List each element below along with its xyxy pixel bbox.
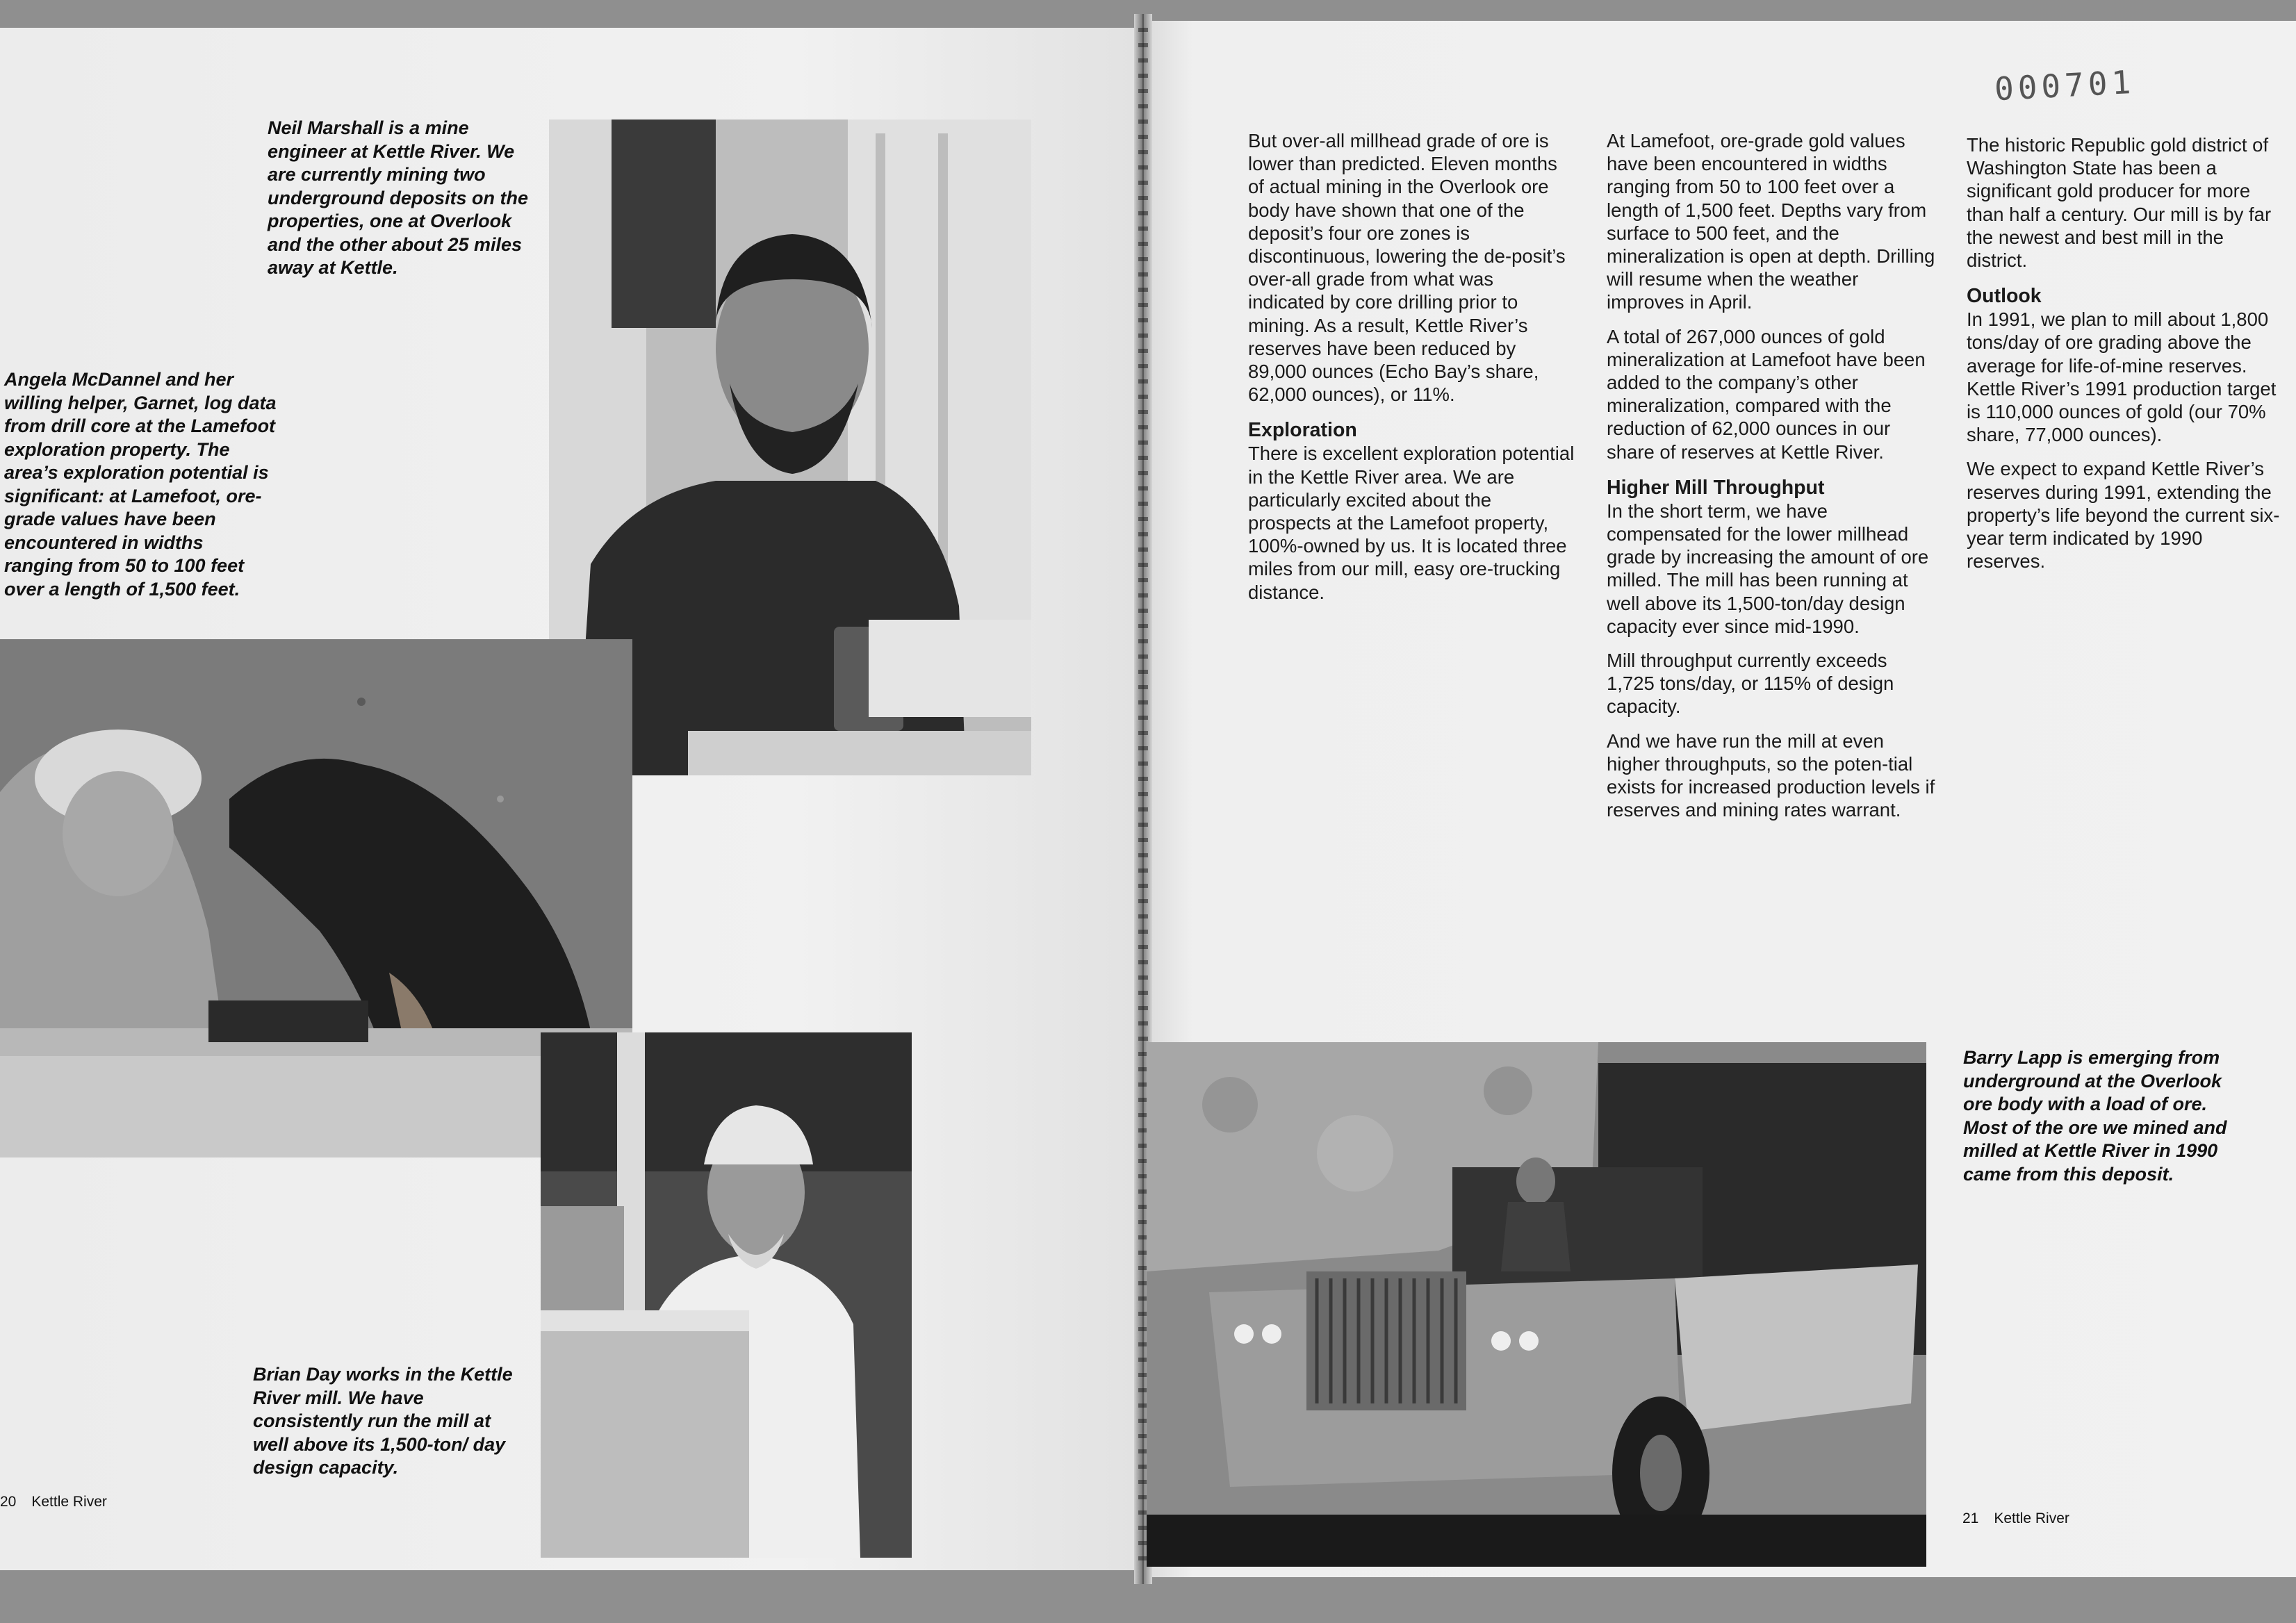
text-column-2: [1607, 129, 1937, 832]
paragraph: In 1991, we plan to mill about 1,800 tons/day of ore grading above the average for life-of-mine reserves. Kettle River’s 1991 production target is 110,000 ounces of gold (our 70% share, 77,000 ounces).: [1967, 308, 2277, 446]
caption-barry-lapp: Barry Lapp is emerging from underground at the Overlook ore body with a load of ore. Most of the ore we mined and milled at Kettle River in 1990 came from this deposit.: [1963, 1047, 2227, 1185]
text-column-3: [1967, 133, 2286, 584]
paragraph: But over-all millhead grade of ore is lower than predicted. Eleven months of actual mining in the Overlook ore body have shown that one of the deposit’s four ore zones is discontinuous, lowering the de-posit’s over-all grade from what was indicated by core drilling prior to mining. As a result, Kettle River’s reserves have been reduced by 89,000 ounces (Echo Bay’s share, 62,000 ounces), or 11%.: [1248, 130, 1566, 406]
photo-angela-mcdannel: [0, 639, 632, 1157]
paragraph: A total of 267,000 ounces of gold mineralization at Lamefoot have been added to the company’s other mineralization, compared with the reduction of 62,000 ounces in our share of reserves at Kettle River.: [1607, 325, 1926, 463]
paragraph: And we have run the mill at even higher throughputs, so the poten-tial exists for increased production levels if reserves and mining rates warrant.: [1607, 730, 1935, 821]
caption-neil-marshall: Neil Marshall is a mine engineer at Kettle River. We are currently mining two underground deposits on the properties, one at Overlook and the other about 25 miles away at Kettle.: [268, 117, 528, 278]
paragraph: The historic Republic gold district of Washington State has been a significant gold producer for more than half a century. Our mill is by far the newest and best mill in the district.: [1967, 134, 2272, 272]
paragraph: We expect to expand Kettle River’s reserves during 1991, extending the property’s life beyond the current six-year term indicated by 1990 reserves.: [1967, 458, 2280, 572]
paragraph: In the short term, we have compensated for the lower millhead grade by increasing the amount of ore milled. The mill has been running at well above its 1,500-ton/day design capacity ever since mid-1990.: [1607, 500, 1929, 637]
heading-outlook: Outlook: [1967, 285, 2042, 308]
paragraph: At Lamefoot, ore-grade gold values have been encountered in widths ranging from 50 to 100 feet over a length of 1,500 feet. Depths vary from surface to 500 feet, and the mineralization is open at depth. Drilling will resume when the weather improves in April.: [1607, 130, 1935, 313]
page-number: 20: [0, 1494, 17, 1510]
photo-barry-lapp-ore-truck: [1147, 1042, 1926, 1567]
folio-left: [0, 1494, 107, 1510]
photo-brian-day: [541, 1032, 912, 1558]
caption-brian-day: Brian Day works in the Kettle River mill. We have consistently run the mill at well above its 1,500-ton/ day design capacity.: [253, 1364, 513, 1478]
page-number: 21: [1962, 1510, 1979, 1526]
section-label: Kettle River: [1994, 1510, 2069, 1526]
paragraph: Mill throughput currently exceeds 1,725 tons/day, or 115% of design capacity.: [1607, 650, 1894, 718]
heading-exploration: Exploration: [1248, 419, 1357, 442]
folio-right: [1962, 1510, 2069, 1527]
archive-stamp: 000701: [1993, 63, 2136, 108]
heading-mill-throughput: Higher Mill Throughput: [1607, 476, 1825, 499]
paragraph: There is excellent exploration potential in the Kettle River area. We are particularly excited about the prospects at the Lamefoot property, 100%-owned by us. It is located three miles from our mill, easy ore-trucking distance.: [1248, 443, 1575, 603]
section-label: Kettle River: [31, 1494, 107, 1510]
caption-angela-mcdannel: Angela McDannel and her willing helper, Garnet, log data from drill core at the Lamefoot exploration property. The area’s exploration potential is significant: at Lamefoot, ore-grade values have been encountered in widths ranging from 50 to 100 feet over a length of 1,500 feet.: [4, 369, 277, 600]
text-column-1: [1248, 129, 1575, 615]
